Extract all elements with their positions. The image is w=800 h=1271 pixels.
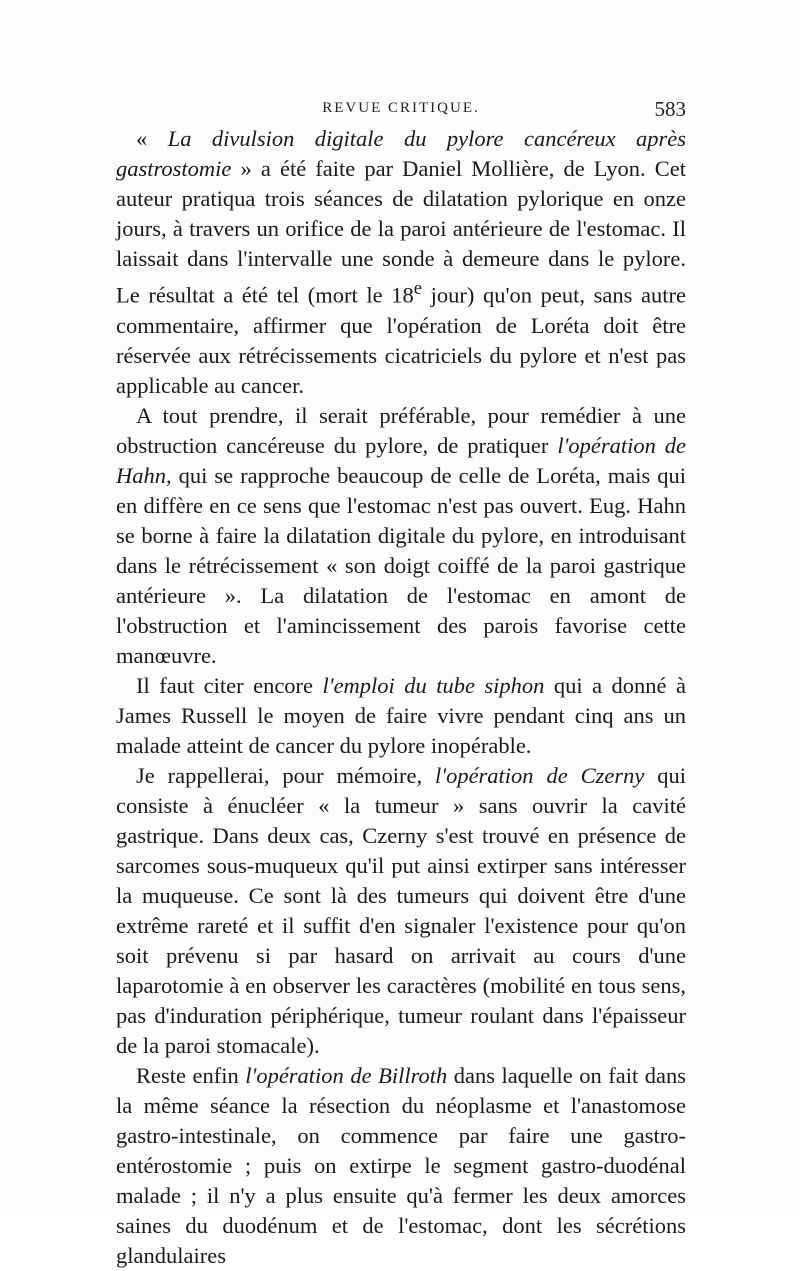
text-run: A tout prendre, il serait préférable, pour remédier à une obstruction cancéreuse du pylore, de pratiquer <box>116 402 686 458</box>
text-run: « <box>136 126 168 151</box>
running-head <box>116 97 686 126</box>
text-run: jour) qu'on peut, sans autre commentaire, affirmer que l'opération de Loréta doit être réservée aux rétrécissements cicatriciels du pylore et n'est pas applicable au cancer. <box>116 282 686 398</box>
text-run: Reste enfin <box>136 1062 246 1088</box>
body-text <box>116 124 686 1271</box>
paragraph-divulsion <box>116 124 686 401</box>
italic-title: l'opération de Billroth <box>245 1062 448 1088</box>
running-title: REVUE CRITIQUE. <box>322 100 480 116</box>
text-run: Je rappellerai, pour mémoire, <box>136 762 435 788</box>
paragraph-czerny <box>116 761 686 1061</box>
text-run: qui consiste à énucléer « la tumeur » sans ouvrir la cavité gastrique. Dans deux cas, Czerny s'est trouvé en présence de sarcomes sous-muqueux qu'il put ainsi extirper sans intéresser la muqueuse. Ce sont là des tumeurs qui doivent être d'une extrême rareté et il suffit d'en signaler l'existence pour qu'on soit prévenu si par hasard on arrivait au cours d'une laparotomie à en observer les caractères (mobilité en tous sens, pas d'induration périphérique, tumeur roulant dans l'épaisseur de la paroi stomacale). <box>116 762 686 1058</box>
text-run: » a été faite par Daniel Mollière, de Lyon. Cet auteur pratiqua trois séances de dilatation pylorique en onze jours, à travers un orifice de la paroi antérieure de l'estomac. Il laissait dans l'intervalle une sonde à demeure dans le pylore. Le résultat a été tel (mort le 18 <box>116 156 686 308</box>
text-run: dans laquelle on fait dans la même séance la résection du néoplasme et l'anastomose gastro-intestinale, on commence par faire une gastro-entérostomie ; puis on extirpe le segment gastro-duodénal malade ; il n'y a plus ensuite qu'à fermer les deux amorces saines du duodénum et de l'estomac, dont les sécrétions glandulaires <box>116 1062 686 1268</box>
paragraph-billroth <box>116 1061 686 1271</box>
paragraph-hahn <box>116 401 686 671</box>
page-number: 583 <box>654 97 686 121</box>
superscript: e <box>413 278 423 299</box>
italic-title: La divulsion digitale du pylore cancéreux après gastrostomie <box>116 126 687 181</box>
text-run: Il faut citer encore <box>136 672 323 698</box>
italic-title: l'opération de Hahn <box>116 432 686 488</box>
paragraph-siphon <box>116 671 686 761</box>
text-run: , qui se rapproche beaucoup de celle de Loréta, mais qui en diffère en ce sens que l'estomac n'est pas ouvert. Eug. Hahn se borne à faire la dilatation digitale du pylore, en introduisant dans le rétrécissement « son doigt coiffé de la paroi gastrique antérieure ». La dilatation de l'estomac en amont de l'obstruction et l'amincissement des parois favorise cette manœuvre. <box>116 462 686 668</box>
italic-title: l'opération de Czerny <box>435 762 645 788</box>
italic-title: l'emploi du tube siphon <box>322 672 545 698</box>
text-run: qui a donné à James Russell le moyen de faire vivre pendant cinq ans un malade atteint de cancer du pylore inopérable. <box>116 672 686 758</box>
